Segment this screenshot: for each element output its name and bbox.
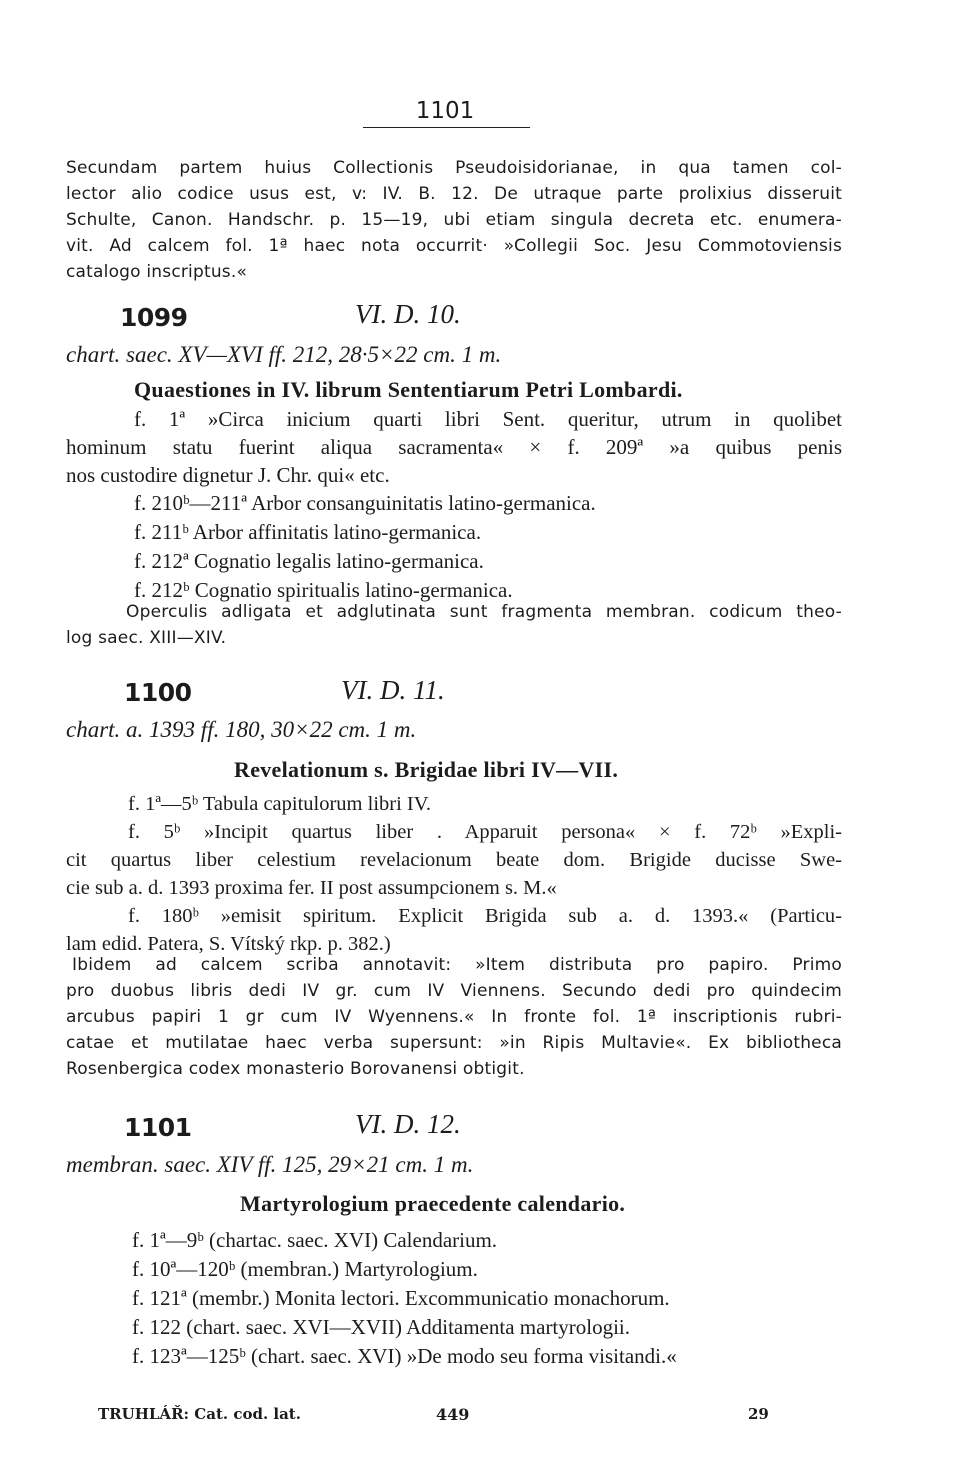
content-line: f. 5ᵇ »Incipit quartus liber . Apparuit persona« × f. 72ᵇ »Expli- bbox=[128, 821, 842, 843]
entry-content bbox=[66, 790, 842, 958]
content-line: f. 121ª (membr.) Monita lectori. Excommunicatio monachorum. bbox=[132, 1286, 670, 1310]
content-line: nos custodire dignetur J. Chr. qui« etc. bbox=[66, 463, 390, 487]
page-number: 1101 bbox=[415, 98, 475, 124]
entry-physical-description: chart. saec. XV—XVI ff. 212, 28·5×22 cm. 1 m. bbox=[66, 342, 502, 367]
content-line: f. 122 (chart. saec. XVI—XVII) Additamenta martyrologii. bbox=[132, 1315, 631, 1339]
content-line: cit quartus liber celestium revelacionum beate dom. Brigide ducisse Swe- bbox=[66, 849, 842, 871]
note-line: log saec. XIII—XIV. bbox=[66, 628, 227, 648]
entry-note bbox=[66, 599, 842, 651]
entry-number: 1101 bbox=[124, 1113, 192, 1142]
content-line: f. 123ª—125ᵇ (chart. saec. XVI) »De modo seu forma visitandi.« bbox=[132, 1344, 677, 1368]
note-line: catae et mutilatae haec verba supersunt: »in Ripis Multavie«. Ex bibliotheca bbox=[66, 1033, 842, 1053]
entry-number: 1100 bbox=[124, 678, 192, 707]
entry-signature: VI. D. 11. bbox=[341, 675, 445, 705]
content-line: f. 212ᵇ Cognatio spiritualis latino-germanica. bbox=[134, 578, 513, 602]
text-line: catalogo inscriptus.« bbox=[66, 262, 248, 282]
entry-content bbox=[66, 1226, 842, 1371]
entry-signature: VI. D. 10. bbox=[355, 299, 461, 329]
content-line: f. 10ª—120ᵇ (membran.) Martyrologium. bbox=[132, 1257, 478, 1281]
entry-note bbox=[66, 952, 842, 1082]
text-line: Secundam partem huius Collectionis Pseudoisidorianae, in qua tamen col- bbox=[66, 158, 842, 178]
entry-number: 1099 bbox=[120, 303, 188, 332]
footer-catalog-reference: TRUHLÁŘ: Cat. cod. lat. bbox=[98, 1405, 301, 1423]
entry-content bbox=[66, 405, 842, 605]
note-line: pro duobus libris dedi IV gr. cum IV Viennens. Secundo dedi pro quindecim bbox=[66, 981, 842, 1001]
entry-title: Martyrologium praecedente calendario. bbox=[240, 1191, 626, 1216]
text-line: lector alio codice usus est, v: IV. B. 12. De utraque parte prolixius disseruit bbox=[66, 184, 842, 204]
content-line: f. 212ª Cognatio legalis latino-germanica. bbox=[134, 549, 484, 573]
note-line: Ibidem ad calcem scriba annotavit: »Item distributa pro papiro. Primo bbox=[72, 955, 842, 975]
entry-physical-description: chart. a. 1393 ff. 180, 30×22 cm. 1 m. bbox=[66, 717, 417, 742]
content-line: f. 1ª—5ᵇ Tabula capitulorum libri IV. bbox=[128, 793, 432, 815]
entry-title: Quaestiones in IV. librum Sententiarum Petri Lombardi. bbox=[134, 377, 683, 402]
note-line: arcubus papiri 1 gr cum IV Wyennens.« In fronte fol. 1ª inscriptionis rubri- bbox=[66, 1007, 842, 1027]
note-line: Rosenbergica codex monasterio Borovanensi obtigit. bbox=[66, 1059, 525, 1079]
page-number-rule bbox=[363, 127, 530, 128]
content-line: f. 1ª »Circa inicium quarti libri Sent. queritur, utrum in quolibet bbox=[134, 407, 842, 431]
entry-signature: VI. D. 12. bbox=[355, 1109, 461, 1139]
content-line: f. 210ᵇ—211ª Arbor consanguinitatis latino-germanica. bbox=[134, 491, 596, 515]
footer-signature-mark: 29 bbox=[748, 1405, 769, 1423]
text-line: vit. Ad calcem fol. 1ª haec nota occurrit· »Collegii Soc. Jesu Commotoviensis bbox=[66, 236, 842, 256]
content-line: hominum statu fuerint aliqua sacramenta« × f. 209ª »a quibus penis bbox=[66, 435, 842, 459]
entry-title: Revelationum s. Brigidae libri IV—VII. bbox=[234, 757, 619, 782]
note-line: Operculis adligata et adglutinata sunt fragmenta membran. codicum theo- bbox=[126, 602, 842, 622]
content-line: f. 180ᵇ »emisit spiritum. Explicit Brigida sub a. d. 1393.« (Particu- bbox=[128, 905, 842, 927]
text-line: Schulte, Canon. Handschr. p. 15—19, ubi etiam singula decreta etc. enumera- bbox=[66, 210, 842, 230]
footer-sheet-number: 449 bbox=[436, 1405, 470, 1424]
intro-paragraph bbox=[66, 155, 842, 285]
entry-physical-description: membran. saec. XIV ff. 125, 29×21 cm. 1 m. bbox=[66, 1152, 474, 1177]
content-line: cie sub a. d. 1393 proxima fer. II post assumpcionem s. M.« bbox=[66, 877, 557, 899]
content-line: f. 211ᵇ Arbor affinitatis latino-germanica. bbox=[134, 520, 482, 544]
content-line: lam edid. Patera, S. Vítský rkp. p. 382.) bbox=[66, 933, 391, 955]
content-line: f. 1ª—9ᵇ (chartac. saec. XVI) Calendarium. bbox=[132, 1228, 498, 1252]
